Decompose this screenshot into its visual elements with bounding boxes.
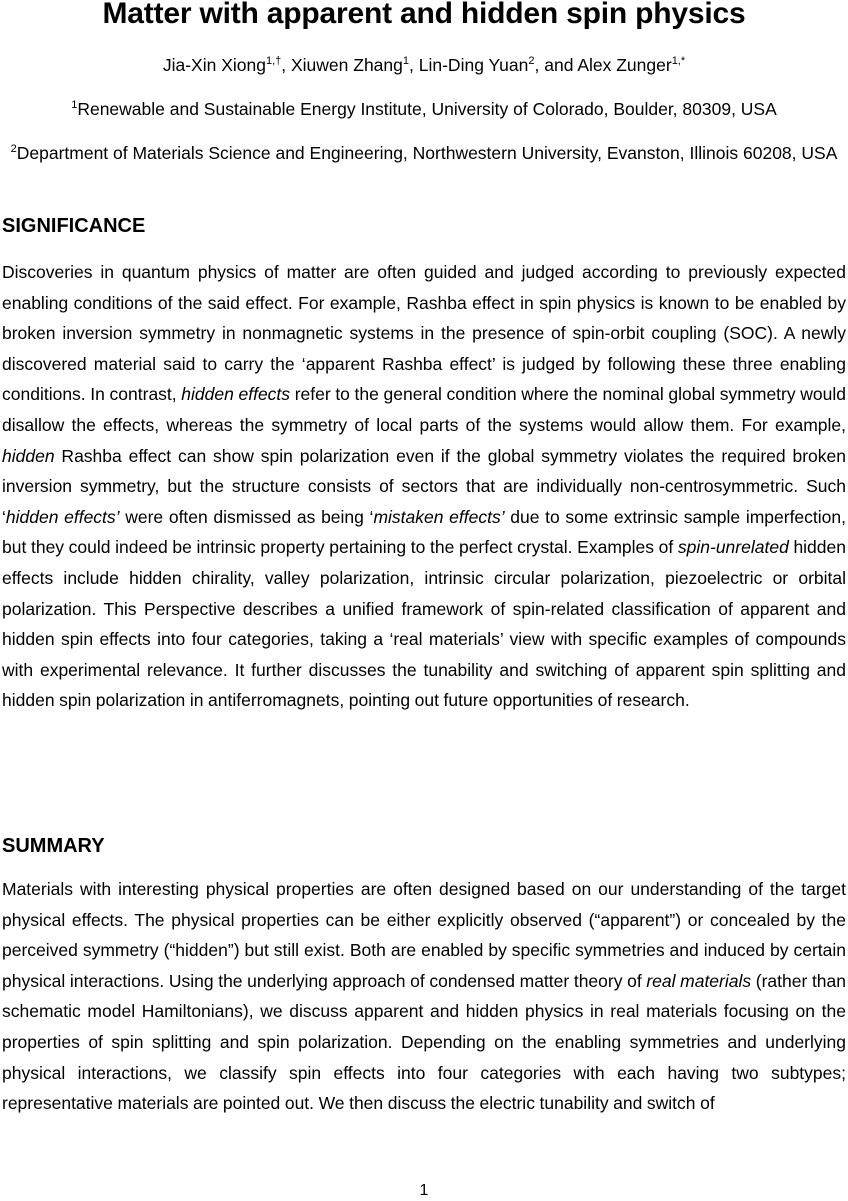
author-separator: , bbox=[409, 55, 419, 75]
author-list bbox=[0, 52, 848, 78]
significance-paragraph bbox=[2, 257, 846, 716]
author-affiliation-mark: 1,* bbox=[671, 55, 686, 67]
text-run: Rashba effect can show spin polarization even if the global symmetry violates the required broken inversion symmetry, but the structure consists of sectors that are individually non-centrosymmetric. Such ‘ bbox=[2, 445, 846, 527]
text-run: Materials with interesting physical properties are often designed based on our understanding of the target physical effects. The physical properties can be either explicitly observed (“apparent”) or concealed by the perceived symmetry (“hidden”) but still exist. Both are enabled by specific symmetries and induced by certain physical interactions. Using the underlying approach of condensed matter theory of bbox=[2, 879, 846, 991]
author-separator: , and bbox=[534, 55, 578, 75]
affiliation-mark: 2 bbox=[10, 143, 17, 155]
affiliation-mark: 1 bbox=[71, 99, 78, 111]
affiliation-text: Renewable and Sustainable Energy Institute, University of Colorado, Boulder, 80309, USA bbox=[77, 99, 777, 119]
author-name: Alex Zunger bbox=[577, 55, 672, 75]
text-run: due to some extrinsic sample imperfection, but they could indeed be intrinsic property pertaining to the perfect crystal. Examples of bbox=[2, 506, 846, 558]
paper-title: Matter with apparent and hidden spin physics bbox=[102, 0, 746, 30]
text-run: (rather than schematic model Hamiltonians), we discuss apparent and hidden physics in real materials focusing on the properties of spin splitting and spin polarization. Depending on the enabling symmetries and underlying physical interactions, we classify spin effects into four categories with each having two subtypes; representative materials are pointed out. We then discuss the electric tunability and switch of bbox=[2, 970, 846, 1114]
affiliation bbox=[0, 139, 848, 168]
author-affiliation-mark: 2 bbox=[528, 55, 535, 67]
emphasis-text: mistaken effects’ bbox=[373, 506, 505, 527]
emphasis-text: spin-unrelated bbox=[677, 537, 789, 558]
page-number: 1 bbox=[419, 1182, 429, 1199]
summary-paragraph bbox=[2, 874, 846, 1119]
author-affiliation-mark: 1,† bbox=[265, 55, 282, 67]
emphasis-text: hidden effects bbox=[181, 384, 291, 405]
significance-heading: SIGNIFICANCE bbox=[2, 215, 146, 237]
affiliation bbox=[0, 95, 848, 124]
author-affiliation-mark: 1 bbox=[402, 55, 410, 67]
emphasis-text: real materials bbox=[646, 970, 752, 991]
emphasis-text: hidden bbox=[2, 445, 55, 466]
affiliation-text: Department of Materials Science and Engineering, Northwestern University, Evanston, Illinois 60208, USA bbox=[16, 143, 838, 163]
author bbox=[163, 55, 281, 75]
author-name: Xiuwen Zhang bbox=[291, 55, 403, 75]
text-run: Discoveries in quantum physics of matter are often guided and judged according to previously expected enabling conditions of the said effect. For example, Rashba effect in spin physics is known to be enabled by broken inversion symmetry in nonmagnetic systems in the presence of spin-orbit coupling (SOC). A newly discovered material said to carry the ‘apparent Rashba effect’ is judged by following these three enabling conditions. In contrast, bbox=[2, 262, 846, 405]
text-run: were often dismissed as being ‘ bbox=[119, 506, 374, 527]
summary-heading: SUMMARY bbox=[2, 835, 105, 857]
author bbox=[291, 55, 409, 75]
author-name: Lin-Ding Yuan bbox=[418, 55, 529, 75]
emphasis-text: hidden effects’ bbox=[5, 506, 120, 527]
author bbox=[419, 55, 535, 75]
author-separator: , bbox=[281, 55, 291, 75]
text-run: refer to the general condition where the nominal global symmetry would disallow the effects, whereas the symmetry of local parts of the systems would allow them. For example, bbox=[2, 384, 846, 435]
author bbox=[577, 55, 685, 75]
text-run: hidden effects include hidden chirality, valley polarization, intrinsic circular polarization, piezoelectric or orbital polarization. This Perspective describes a unified framework of spin-related classification of apparent and hidden spin effects into four categories, taking a ‘real materials’ view with specific examples of compounds with experimental relevance. It further discusses the tunability and switching of apparent spin splitting and hidden spin polarization in antiferromagnets, pointing out future opportunities of research. bbox=[2, 537, 846, 711]
author-name: Jia-Xin Xiong bbox=[162, 55, 266, 75]
